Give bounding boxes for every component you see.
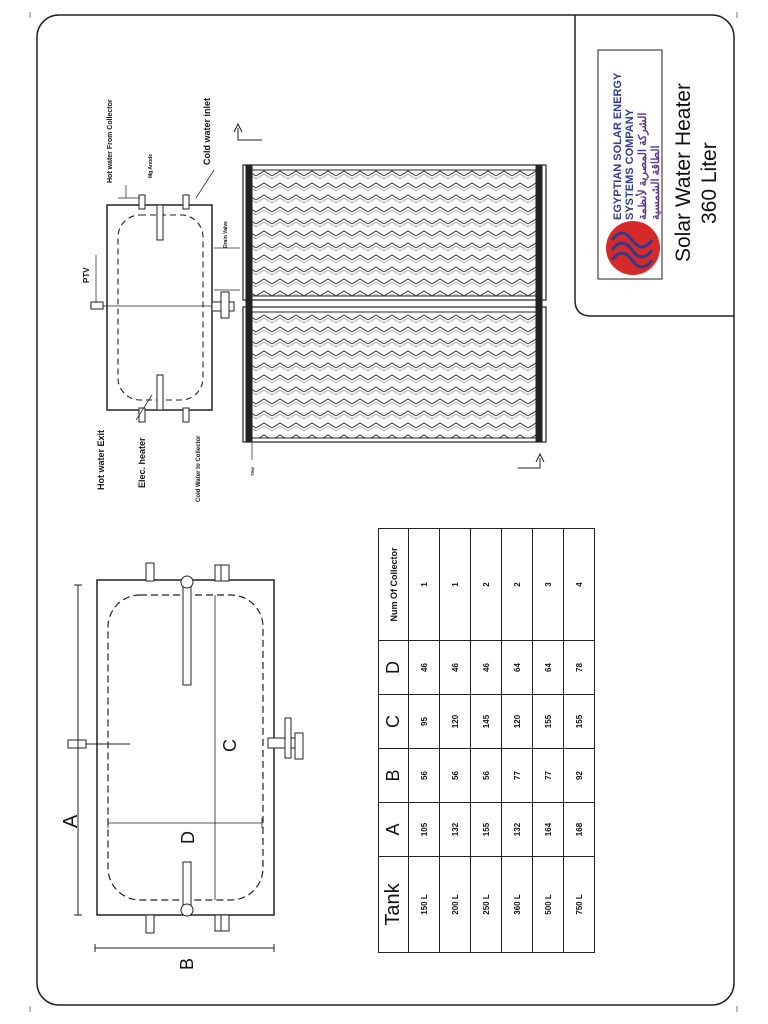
- cell-c: 155: [533, 695, 564, 749]
- label-ptv: PTV: [82, 267, 91, 283]
- header-a: A: [379, 803, 409, 857]
- header-num-collector: Num Of Collector: [379, 529, 409, 641]
- tank-top-view: [90, 170, 240, 422]
- header-c: C: [379, 695, 409, 749]
- cell-num-collector: 2: [502, 529, 533, 641]
- cell-d: 46: [440, 641, 471, 695]
- cell-num-collector: 1: [409, 529, 440, 641]
- cell-num-collector: 4: [564, 529, 595, 641]
- label-mg-anode: Mg Anode: [148, 154, 154, 178]
- cell-tank: 200 L: [440, 857, 471, 953]
- dimension-d-label: D: [178, 831, 198, 844]
- table-row: [502, 529, 533, 953]
- table-row: [471, 529, 502, 953]
- cell-b: 77: [502, 749, 533, 803]
- cell-c: 120: [502, 695, 533, 749]
- cell-a: 164: [533, 803, 564, 857]
- dimension-c-label: C: [220, 739, 240, 752]
- cell-c: 95: [409, 695, 440, 749]
- cell-tank: 360 L: [502, 857, 533, 953]
- spec-table-wrapper: [378, 528, 595, 953]
- cell-d: 78: [564, 641, 595, 695]
- dimension-a-label: A: [60, 814, 82, 828]
- table-row: [564, 529, 595, 953]
- label-hot-water-from-collector: Hot water From Collector: [107, 99, 114, 183]
- label-drain-valve: Drain Valve: [223, 221, 229, 248]
- cell-c: 155: [564, 695, 595, 749]
- cell-a: 105: [409, 803, 440, 857]
- label-cold-water-to-collector: Cold Water to Collector: [196, 435, 202, 502]
- cell-b: 92: [564, 749, 595, 803]
- cell-d: 46: [409, 641, 440, 695]
- cell-a: 168: [564, 803, 595, 857]
- cell-c: 120: [440, 695, 471, 749]
- cell-b: 77: [533, 749, 564, 803]
- solar-collectors: [234, 124, 546, 468]
- table-header-row: [379, 529, 409, 953]
- cell-d: 46: [471, 641, 502, 695]
- cell-tank: 750 L: [564, 857, 595, 953]
- cell-d: 64: [502, 641, 533, 695]
- cell-tank: 500 L: [533, 857, 564, 953]
- company-name-ar-2: الطاقة الشمسية: [650, 145, 662, 220]
- spec-table: [378, 528, 595, 953]
- table-row: [440, 529, 471, 953]
- company-name-en-2: SYSTEMS COMPANY: [624, 108, 636, 220]
- product-title: Solar Water Heater: [672, 83, 695, 262]
- capacity-title: 360 Liter: [698, 142, 721, 224]
- company-name-en-1: EGYPTIAN SOLAR ENERGY: [612, 72, 624, 220]
- cell-a: 132: [440, 803, 471, 857]
- tank-side-elevation: [68, 563, 303, 952]
- table-row: [409, 529, 440, 953]
- cell-num-collector: 3: [533, 529, 564, 641]
- company-name-ar-1: الشركة المصرية لأنظمة: [637, 112, 649, 220]
- cell-a: 155: [471, 803, 502, 857]
- cell-tank: 250 L: [471, 857, 502, 953]
- cell-d: 64: [533, 641, 564, 695]
- cell-c: 145: [471, 695, 502, 749]
- cell-b: 56: [409, 749, 440, 803]
- cell-num-collector: 2: [471, 529, 502, 641]
- header-tank: Tank: [379, 857, 409, 953]
- cell-num-collector: 1: [440, 529, 471, 641]
- cell-b: 56: [471, 749, 502, 803]
- table-row: [533, 529, 564, 953]
- label-elec-heater: Elec. heater: [137, 437, 147, 488]
- cell-a: 132: [502, 803, 533, 857]
- header-d: D: [379, 641, 409, 695]
- label-hot-water-exit: Hot water Exit: [96, 429, 106, 490]
- cell-b: 56: [440, 749, 471, 803]
- dimension-b-label: B: [177, 957, 197, 970]
- label-cold-water-inlet: Cold water inlet: [202, 97, 212, 165]
- cell-tank: 150 L: [409, 857, 440, 953]
- label-stand-tag: TRW: [250, 466, 255, 476]
- header-b: B: [379, 749, 409, 803]
